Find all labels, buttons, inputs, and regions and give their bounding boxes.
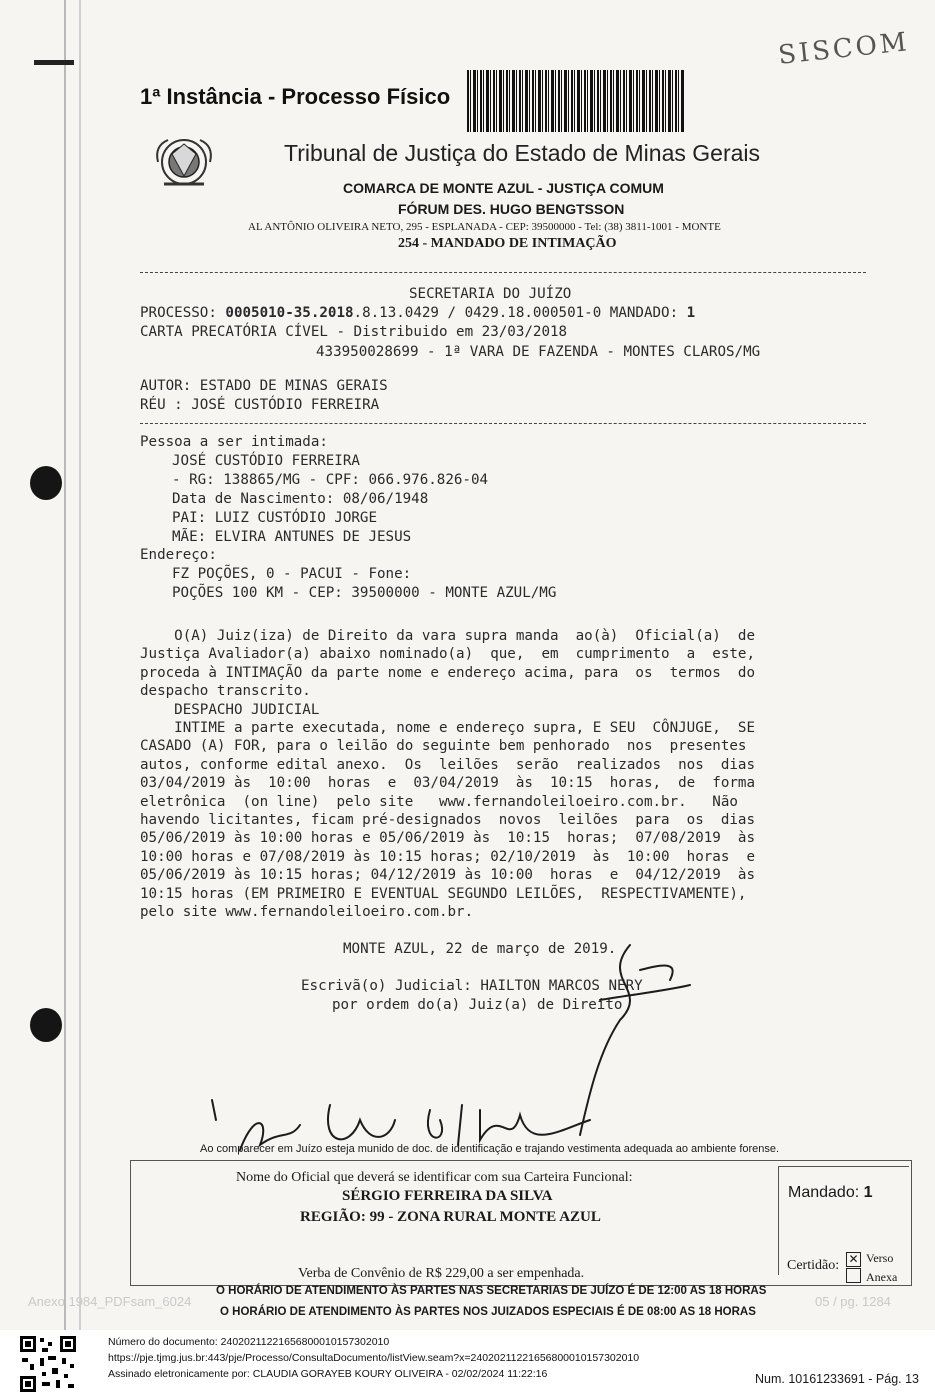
body-line: despacho transcrito. <box>140 683 311 700</box>
footer-doc-number: Número do documento: 24020211221656800010157302010 <box>108 1336 390 1348</box>
mandado-box-title: Mandado: <box>788 1184 860 1201</box>
mandado-body <box>140 627 755 922</box>
process-label: PROCESSO: <box>140 305 226 321</box>
body-line: DESPACHO JUDICIAL <box>140 701 320 718</box>
mandado-box-value: 1 <box>863 1184 873 1201</box>
autor-line: AUTOR: ESTADO DE MINAS GERAIS <box>140 378 388 394</box>
process-details: .8.13.0429 / 0429.18.000501-0 MANDADO: <box>353 305 687 321</box>
reu-line: RÉU : JOSÉ CUSTÓDIO FERREIRA <box>140 397 380 413</box>
footer-signed-by: Assinado eletronicamente por: CLAUDIA GORAYEB KOURY OLIVEIRA - 02/02/2024 11:22:16 <box>108 1368 548 1380</box>
comarca-line: COMARCA DE MONTE AZUL - JUSTIÇA COMUM <box>343 180 664 196</box>
staple-mark <box>34 60 74 65</box>
body-line: 03/04/2019 às 10:00 horas e 03/04/2019 às 10:15 horas, de forma <box>140 775 755 792</box>
appearance-notice: Ao comparecer em Juízo esteja munido de doc. de identificação e trajando vestimenta adequada ao ambiente forense. <box>200 1143 780 1155</box>
officer-region: REGIÃO: 99 - ZONA RURAL MONTE AZUL <box>300 1209 601 1225</box>
anexa-checkbox[interactable] <box>846 1268 861 1283</box>
divider <box>140 423 866 424</box>
address-label: Endereço: <box>140 547 217 563</box>
footer-url[interactable]: https://pje.tjmg.jus.br:443/pje/Processo/ConsultaDocumento/listView.seam?x=24020211221656800010157302010 <box>108 1352 640 1364</box>
person-label: Pessoa a ser intimada: <box>140 434 328 450</box>
horario-juizados: O HORÁRIO DE ATENDIMENTO ÀS PARTES NOS JUIZADOS ESPECIAIS É DE 08:00 AS 18 HORAS <box>220 1306 756 1318</box>
anexa-label: Anexa <box>866 1270 898 1284</box>
process-number: 0005010-35.2018 <box>225 305 354 321</box>
escriva-line: Escrivã(o) Judicial: HAILTON MARCOS NERY <box>301 978 643 994</box>
body-line: 10:00 horas e 07/08/2019 às 10:15 horas; 02/10/2019 às 10:00 horas e <box>140 848 755 865</box>
watermark-right: 05 / pg. 1284 <box>815 1294 891 1309</box>
instance-title: 1ª Instância - Processo Físico <box>140 84 451 109</box>
body-line: INTIME a parte executada, nome e endereço supra, E SEU CÔNJUGE, SE <box>140 720 755 737</box>
body-line: O(A) Juiz(iza) de Direito da vara supra manda ao(à) Oficial(a) de <box>140 628 755 644</box>
person-name: JOSÉ CUSTÓDIO FERREIRA <box>172 453 360 469</box>
body-line: eletrônica (on line) pelo site www.fernandoleiloeiro.com.br. Não <box>140 793 738 810</box>
body-line: proceda à INTIMAÇÃO da parte nome e endereço acima, para os termos do <box>140 664 755 681</box>
address-line-1: FZ POÇÕES, 0 - PACUI - Fone: <box>172 566 412 582</box>
body-line: 05/06/2019 às 10:15 horas; 04/12/2019 às 10:00 horas e 04/12/2019 às <box>140 867 755 884</box>
body-line: pelo site www.fernandoleiloeiro.com.br. <box>140 904 474 921</box>
verso-checkbox[interactable]: ✕ <box>846 1252 861 1267</box>
place-date: MONTE AZUL, 22 de março de 2019. <box>343 941 617 957</box>
body-line: 10:15 horas (EM PRIMEIRO E EVENTUAL SEGUNDO LEILÕES, RESPECTIVAMENTE), <box>140 885 747 902</box>
vara-line: 433950028699 - 1ª VARA DE FAZENDA - MONTES CLAROS/MG <box>316 344 761 360</box>
horario-secretarias: O HORÁRIO DE ATENDIMENTO ÀS PARTES NAS SECRETARIAS DE JUÍZO É DE 12:00 AS 18 HORAS <box>216 1285 767 1297</box>
document-type: 254 - MANDADO DE INTIMAÇÃO <box>398 236 617 251</box>
ordem-line: por ordem do(a) Juiz(a) de Direito <box>332 997 623 1013</box>
watermark-left: Anexo 1984_PDFsam_6024 <box>28 1294 192 1309</box>
verso-label: Verso <box>866 1251 894 1265</box>
person-documents: - RG: 138865/MG - CPF: 066.976.826-04 <box>172 472 489 488</box>
body-line: CASADO (A) FOR, para o leilão do seguinte bem penhorado nos presentes <box>140 738 747 755</box>
officer-label: Nome do Oficial que deverá se identificar com sua Carteira Funcional: <box>236 1170 633 1185</box>
divider <box>140 272 866 273</box>
process-line <box>140 305 695 321</box>
body-line: 05/06/2019 às 10:00 horas e 05/06/2019 às 10:15 horas; 07/08/2019 às <box>140 830 755 847</box>
officer-name: SÉRGIO FERREIRA DA SILVA <box>342 1188 553 1204</box>
page-fold-line <box>64 0 66 1330</box>
forum-line: FÓRUM DES. HUGO BENGTSSON <box>398 201 625 217</box>
body-line: havendo licitantes, ficam pré-designados novos leilões para os dias <box>140 812 755 829</box>
body-line: Justiça Avaliador(a) abaixo nominado(a) que, em cumprimento a este, <box>140 646 755 663</box>
pje-footer <box>0 1330 935 1400</box>
court-name: Tribunal de Justiça do Estado de Minas Gerais <box>284 140 761 166</box>
handwritten-annotation: SISCOM <box>776 27 911 71</box>
person-birth: Data de Nascimento: 08/06/1948 <box>172 491 429 507</box>
footer-page-number: Num. 10161233691 - Pág. 13 <box>755 1372 920 1386</box>
secretaria-heading: SECRETARIA DO JUÍZO <box>409 286 572 302</box>
verba-line: Verba de Convênio de R$ 229,00 a ser empenhada. <box>298 1266 585 1281</box>
punch-hole <box>30 466 62 500</box>
address-line-2: POÇÕES 100 KM - CEP: 39500000 - MONTE AZUL/MG <box>172 585 557 601</box>
page-fold-line <box>79 0 81 1330</box>
carta-line: CARTA PRECATÓRIA CÍVEL - Distribuido em 23/03/2018 <box>140 324 568 340</box>
barcode <box>467 70 685 132</box>
court-address: AL ANTÔNIO OLIVEIRA NETO, 295 - ESPLANADA - CEP: 39500000 - Tel: (38) 3811-1001 - MONTE <box>248 221 721 233</box>
qr-code-icon <box>18 1334 78 1394</box>
person-mother: MÃE: ELVIRA ANTUNES DE JESUS <box>172 529 412 545</box>
punch-hole <box>30 1008 62 1042</box>
coat-of-arms-icon <box>150 132 218 198</box>
mandado-box-label <box>788 1184 873 1202</box>
person-father: PAI: LUIZ CUSTÓDIO JORGE <box>172 510 377 526</box>
mandado-number: 1 <box>686 305 696 321</box>
certidao-label: Certidão: <box>787 1258 840 1273</box>
body-line: autos, conforme edital anexo. Os leilões serão realizados nos dias <box>140 756 755 773</box>
